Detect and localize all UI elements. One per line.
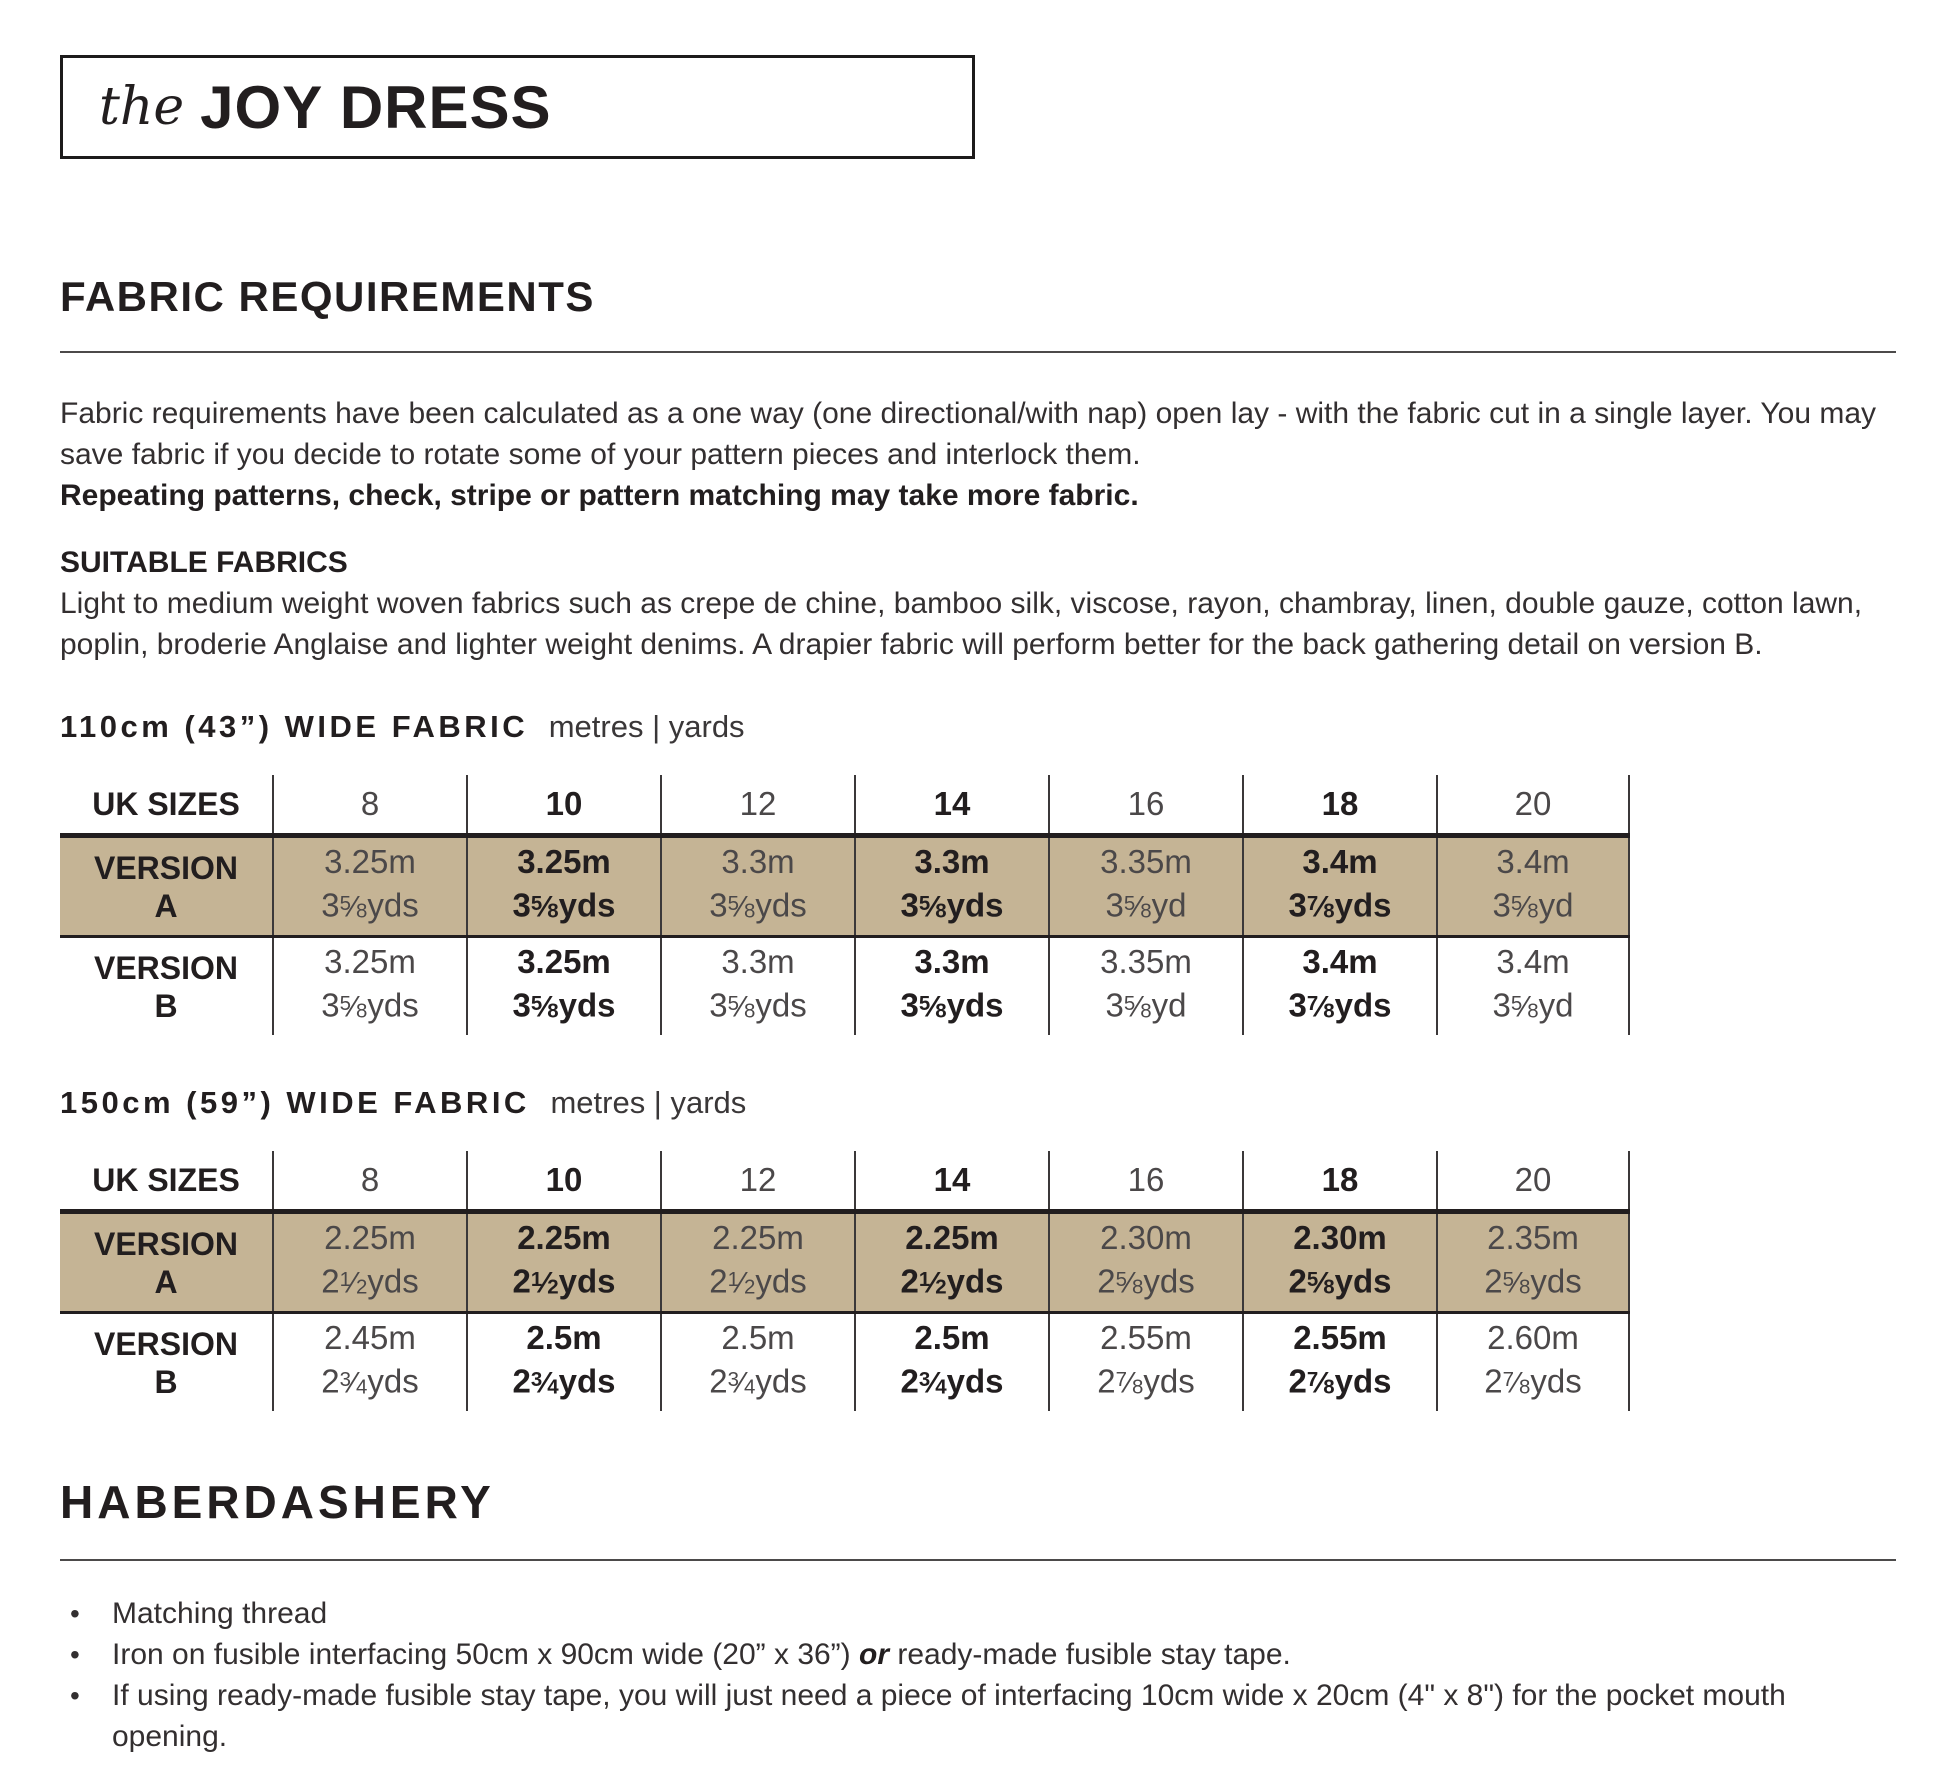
fabric-requirement-cell xyxy=(1436,938,1630,1035)
yards-value: $2^1⁄_2yds$ xyxy=(709,1262,807,1300)
yards-value: $3^5⁄_8yd$ xyxy=(1492,986,1574,1024)
size-column-header: 14 xyxy=(854,1151,1048,1209)
suitable-fabrics-heading: SUITABLE FABRICS xyxy=(60,546,348,579)
version-label-line1: VERSION xyxy=(93,949,239,986)
yards-value: $2^3⁄_4yds$ xyxy=(900,1362,1004,1400)
fraction-numerator: 3 xyxy=(918,1367,931,1391)
table-title-150cm: 150cm (59”) WIDE FABRIC xyxy=(60,1085,530,1120)
fraction-denominator: 8 xyxy=(1140,999,1152,1023)
yards-value: $3^5⁄_8yds$ xyxy=(900,886,1004,924)
metres-value: 3.3m xyxy=(914,942,990,980)
fraction-denominator: 4 xyxy=(935,1375,947,1399)
intro-bold-text: Repeating patterns, check, stripe or pattern matching may take more fabric. xyxy=(60,479,1139,512)
metres-value: 2.25m xyxy=(905,1218,999,1256)
fabric-requirement-cell xyxy=(1048,1314,1242,1411)
size-column-header: 8 xyxy=(272,775,466,833)
fabric-requirement-cell xyxy=(854,938,1048,1035)
fraction-slash: ⁄ xyxy=(351,1366,356,1400)
size-column-header: 10 xyxy=(466,775,660,833)
fraction-numerator: 7 xyxy=(1306,891,1319,915)
fraction-denominator: 4 xyxy=(743,1375,756,1399)
version-label xyxy=(60,838,272,935)
fraction-slash: ⁄ xyxy=(930,1366,936,1400)
fraction-denominator: 8 xyxy=(547,999,559,1023)
fraction-slash: ⁄ xyxy=(351,1266,356,1300)
fraction-slash: ⁄ xyxy=(1318,1266,1324,1300)
fabric-requirement-cell xyxy=(466,1314,660,1411)
fraction-numerator: 5 xyxy=(1502,1267,1515,1291)
fabric-requirement-cell xyxy=(1242,1214,1436,1311)
suitable-fabrics-paragraph xyxy=(60,542,1896,665)
metres-value: 2.5m xyxy=(526,1318,602,1356)
fraction-slash: ⁄ xyxy=(542,1366,548,1400)
fabric-requirement-cell xyxy=(466,838,660,935)
fraction-numerator: 5 xyxy=(1510,991,1523,1015)
fabric-requirement-cell xyxy=(272,838,466,935)
metres-value: 3.25m xyxy=(517,842,611,880)
fraction-denominator: 8 xyxy=(355,899,368,923)
fabric-requirement-cell xyxy=(1242,838,1436,935)
item-text-pre: Iron on fusible interfacing 50cm x 90cm wide (20” x 36”) xyxy=(112,1638,859,1671)
metres-value: 2.55m xyxy=(1100,1318,1192,1356)
size-column-header: 18 xyxy=(1242,775,1436,833)
haberdashery-item-text: If using ready-made fusible stay tape, you will just need a piece of interfacing 10cm wide x 20cm (4" x 8") for the pocket mouth opening. xyxy=(112,1679,1786,1753)
fraction-slash: ⁄ xyxy=(1522,890,1528,924)
uk-sizes-label: UK SIZES xyxy=(92,1162,240,1198)
section-divider xyxy=(60,351,1896,353)
fraction-slash: ⁄ xyxy=(739,890,744,924)
size-column-header: 12 xyxy=(660,1151,854,1209)
metres-value: 2.45m xyxy=(324,1318,416,1356)
fabric-requirement-cell xyxy=(854,1314,1048,1411)
fraction-denominator: 8 xyxy=(1323,999,1335,1023)
pattern-title-box xyxy=(60,55,975,159)
yards-value: $2^5⁄_8yds$ xyxy=(1288,1262,1392,1300)
item-text-bold: or xyxy=(859,1638,889,1671)
fabric-requirement-cell xyxy=(660,1214,854,1311)
fabric-requirements-heading: FABRIC REQUIREMENTS xyxy=(60,273,595,320)
fraction-slash: ⁄ xyxy=(739,1266,744,1300)
fraction-slash: ⁄ xyxy=(930,1266,936,1300)
fabric-requirement-cell xyxy=(466,938,660,1035)
yards-value: $3^5⁄_8yds$ xyxy=(709,886,807,924)
version-row xyxy=(60,838,1630,938)
yards-value: $2^5⁄_8yds$ xyxy=(1097,1262,1195,1300)
intro-paragraph xyxy=(60,393,1896,516)
metres-value: 2.25m xyxy=(712,1218,804,1256)
fabric-requirement-cell xyxy=(1242,938,1436,1035)
fraction-denominator: 8 xyxy=(743,899,756,923)
metres-value: 3.4m xyxy=(1496,942,1570,980)
size-column-header: 14 xyxy=(854,775,1048,833)
metres-value: 3.3m xyxy=(914,842,990,880)
fraction-numerator: 5 xyxy=(1510,891,1523,915)
fabric-requirement-cell xyxy=(1436,1214,1630,1311)
fraction-slash: ⁄ xyxy=(542,890,548,924)
size-header-row xyxy=(60,1151,1630,1214)
fraction-numerator: 7 xyxy=(1502,1367,1515,1391)
fraction-denominator: 2 xyxy=(355,1275,368,1299)
fabric-requirement-cell xyxy=(1436,838,1630,935)
size-column-header: 12 xyxy=(660,775,854,833)
fraction-numerator: 3 xyxy=(530,1367,543,1391)
fabric-requirement-cell xyxy=(660,1314,854,1411)
version-row xyxy=(60,938,1630,1035)
fraction-numerator: 3 xyxy=(727,1367,740,1391)
haberdashery-item xyxy=(60,1593,1896,1634)
fraction-numerator: 5 xyxy=(727,891,740,915)
fraction-slash: ⁄ xyxy=(542,990,548,1024)
fraction-slash: ⁄ xyxy=(1318,890,1324,924)
fraction-denominator: 8 xyxy=(1518,1275,1531,1299)
fraction-denominator: 8 xyxy=(1131,1375,1144,1399)
fraction-denominator: 8 xyxy=(1131,1275,1144,1299)
size-column-header: 16 xyxy=(1048,775,1242,833)
fraction-numerator: 1 xyxy=(918,1267,931,1291)
version-label xyxy=(60,1314,272,1411)
fraction-numerator: 5 xyxy=(1123,991,1136,1015)
fabric-table-110cm xyxy=(60,775,1630,1035)
pattern-title-prefix: the xyxy=(99,77,185,137)
fraction-denominator: 8 xyxy=(1140,899,1152,923)
fraction-numerator: 5 xyxy=(530,991,543,1015)
haberdashery-item-text xyxy=(112,1634,1812,1675)
fraction-numerator: 5 xyxy=(1306,1267,1319,1291)
fraction-denominator: 8 xyxy=(935,999,947,1023)
fabric-requirement-cell xyxy=(1242,1314,1436,1411)
fraction-numerator: 1 xyxy=(530,1267,543,1291)
fraction-numerator: 7 xyxy=(1115,1367,1128,1391)
size-column-header: 20 xyxy=(1436,775,1630,833)
size-column-header: 8 xyxy=(272,1151,466,1209)
fraction-slash: ⁄ xyxy=(1514,1366,1519,1400)
fabric-table-150cm xyxy=(60,1151,1630,1411)
fraction-denominator: 2 xyxy=(547,1275,559,1299)
haberdashery-heading: HABERDASHERY xyxy=(60,1476,495,1528)
fraction-denominator: 8 xyxy=(935,899,947,923)
haberdashery-item xyxy=(60,1634,1896,1675)
version-label-line2: A xyxy=(154,1263,178,1300)
fraction-numerator: 5 xyxy=(918,891,931,915)
fraction-slash: ⁄ xyxy=(1522,990,1528,1024)
yards-value: $3^5⁄_8yds$ xyxy=(321,986,419,1024)
fabric-requirement-cell xyxy=(660,838,854,935)
fraction-slash: ⁄ xyxy=(1135,890,1141,924)
yards-value: $2^7⁄_8yds$ xyxy=(1288,1362,1392,1400)
fraction-slash: ⁄ xyxy=(930,990,936,1024)
yards-value: $2^7⁄_8yds$ xyxy=(1097,1362,1195,1400)
version-label-line2: B xyxy=(154,1363,178,1400)
table-heading-110cm xyxy=(60,709,1896,745)
fraction-slash: ⁄ xyxy=(1318,990,1324,1024)
version-label-line1: VERSION xyxy=(93,1225,239,1262)
yards-value: $2^5⁄_8yds$ xyxy=(1484,1262,1582,1300)
metres-value: 3.35m xyxy=(1100,942,1192,980)
fraction-denominator: 4 xyxy=(355,1375,368,1399)
yards-value: $3^5⁄_8yds$ xyxy=(512,986,616,1024)
metres-value: 3.3m xyxy=(721,842,795,880)
fraction-slash: ⁄ xyxy=(739,990,744,1024)
fabric-requirement-cell xyxy=(854,838,1048,935)
size-header-row xyxy=(60,775,1630,838)
metres-value: 3.25m xyxy=(324,842,416,880)
version-row xyxy=(60,1314,1630,1411)
fabric-requirement-cell xyxy=(1048,838,1242,935)
pattern-title-main: JOY DRESS xyxy=(200,73,552,141)
fraction-slash: ⁄ xyxy=(351,990,356,1024)
fraction-numerator: 1 xyxy=(727,1267,740,1291)
fraction-denominator: 8 xyxy=(1527,999,1539,1023)
fraction-denominator: 8 xyxy=(547,899,559,923)
fraction-slash: ⁄ xyxy=(1514,1266,1519,1300)
fraction-denominator: 8 xyxy=(355,999,368,1023)
fraction-numerator: 5 xyxy=(1115,1267,1128,1291)
version-row xyxy=(60,1214,1630,1314)
fraction-slash: ⁄ xyxy=(1127,1266,1132,1300)
metres-value: 3.3m xyxy=(721,942,795,980)
yards-value: $3^7⁄_8yds$ xyxy=(1288,886,1392,924)
fraction-numerator: 5 xyxy=(727,991,740,1015)
suitable-fabrics-text: Light to medium weight woven fabrics such as crepe de chine, bamboo silk, viscose, rayon, chambray, linen, double gauze, cotton lawn, poplin, broderie Anglaise and lighter weight denims. A drapier fabric will perform better for the back gathering detail on version B. xyxy=(60,587,1863,661)
yards-value: $3^5⁄_8yd$ xyxy=(1105,986,1187,1024)
fabric-requirement-cell xyxy=(854,1214,1048,1311)
metres-value: 3.35m xyxy=(1100,842,1192,880)
table-title-110cm: 110cm (43”) WIDE FABRIC xyxy=(60,709,529,744)
fraction-numerator: 5 xyxy=(530,891,543,915)
yards-value: $3^5⁄_8yds$ xyxy=(900,986,1004,1024)
section-divider xyxy=(60,1559,1896,1561)
bullet-marker: • xyxy=(70,1598,80,1629)
fraction-slash: ⁄ xyxy=(542,1266,548,1300)
intro-text: Fabric requirements have been calculated as a one way (one directional/with nap) open lay - with the fabric cut in a single layer. You may save fabric if you decide to rotate some of your pattern pieces and interlock them. xyxy=(60,397,1877,471)
fraction-denominator: 8 xyxy=(1527,899,1539,923)
haberdashery-item-text: Matching thread xyxy=(112,1597,328,1630)
fraction-numerator: 3 xyxy=(339,1367,352,1391)
size-column-header: 18 xyxy=(1242,1151,1436,1209)
version-label-line2: B xyxy=(154,987,178,1024)
fraction-denominator: 2 xyxy=(743,1275,756,1299)
fabric-requirement-cell xyxy=(660,938,854,1035)
yards-value: $3^5⁄_8yds$ xyxy=(709,986,807,1024)
yards-value: $3^5⁄_8yds$ xyxy=(321,886,419,924)
version-label-line1: VERSION xyxy=(93,1325,239,1362)
yards-value: $2^3⁄_4yds$ xyxy=(321,1362,419,1400)
fraction-denominator: 4 xyxy=(547,1375,559,1399)
fraction-numerator: 1 xyxy=(339,1267,352,1291)
yards-value: $3^5⁄_8yd$ xyxy=(1492,886,1574,924)
item-text-post: ready-made fusible stay tape. xyxy=(889,1638,1291,1671)
metres-value: 3.4m xyxy=(1302,842,1378,880)
fraction-denominator: 8 xyxy=(1323,899,1335,923)
yards-value: $3^7⁄_8yds$ xyxy=(1288,986,1392,1024)
metres-value: 3.4m xyxy=(1496,842,1570,880)
table-units-150cm: metres | yards xyxy=(550,1085,747,1120)
yards-value: $3^5⁄_8yd$ xyxy=(1105,886,1187,924)
fraction-slash: ⁄ xyxy=(1318,1366,1324,1400)
fabric-requirement-cell xyxy=(272,1214,466,1311)
fraction-denominator: 8 xyxy=(743,999,756,1023)
yards-value: $2^1⁄_2yds$ xyxy=(900,1262,1004,1300)
fraction-numerator: 5 xyxy=(339,891,352,915)
fabric-requirement-cell xyxy=(1436,1314,1630,1411)
metres-value: 2.35m xyxy=(1487,1218,1579,1256)
yards-value: $2^1⁄_2yds$ xyxy=(321,1262,419,1300)
uk-sizes-label: UK SIZES xyxy=(92,786,240,822)
version-label xyxy=(60,1214,272,1311)
fraction-numerator: 7 xyxy=(1306,991,1319,1015)
bullet-marker: • xyxy=(70,1639,80,1670)
version-label xyxy=(60,938,272,1035)
yards-value: $2^3⁄_4yds$ xyxy=(709,1362,807,1400)
metres-value: 3.25m xyxy=(324,942,416,980)
fraction-slash: ⁄ xyxy=(351,890,356,924)
metres-value: 2.5m xyxy=(914,1318,990,1356)
fraction-slash: ⁄ xyxy=(1127,1366,1132,1400)
fraction-numerator: 5 xyxy=(918,991,931,1015)
fabric-requirement-cell xyxy=(272,1314,466,1411)
fraction-denominator: 8 xyxy=(1323,1275,1335,1299)
fabric-requirement-cell xyxy=(466,1214,660,1311)
fabric-requirement-cell xyxy=(272,938,466,1035)
size-column-header: 20 xyxy=(1436,1151,1630,1209)
yards-value: $2^1⁄_2yds$ xyxy=(512,1262,616,1300)
fraction-denominator: 8 xyxy=(1323,1375,1335,1399)
fraction-denominator: 2 xyxy=(935,1275,947,1299)
metres-value: 2.25m xyxy=(324,1218,416,1256)
fraction-slash: ⁄ xyxy=(930,890,936,924)
fraction-denominator: 8 xyxy=(1518,1375,1531,1399)
bullet-marker: • xyxy=(70,1680,80,1711)
size-column-header: 16 xyxy=(1048,1151,1242,1209)
metres-value: 3.4m xyxy=(1302,942,1378,980)
fraction-numerator: 7 xyxy=(1306,1367,1319,1391)
metres-value: 2.30m xyxy=(1100,1218,1192,1256)
size-column-header: 10 xyxy=(466,1151,660,1209)
fraction-slash: ⁄ xyxy=(1135,990,1141,1024)
metres-value: 2.5m xyxy=(721,1318,795,1356)
metres-value: 2.25m xyxy=(517,1218,611,1256)
fraction-numerator: 5 xyxy=(339,991,352,1015)
version-label-line2: A xyxy=(154,887,178,924)
metres-value: 2.30m xyxy=(1293,1218,1387,1256)
yards-value: $3^5⁄_8yds$ xyxy=(512,886,616,924)
fraction-numerator: 5 xyxy=(1123,891,1136,915)
haberdashery-list xyxy=(60,1593,1896,1757)
metres-value: 2.60m xyxy=(1487,1318,1579,1356)
table-units-110cm: metres | yards xyxy=(548,709,745,744)
fraction-slash: ⁄ xyxy=(739,1366,744,1400)
fabric-requirement-cell xyxy=(1048,938,1242,1035)
table-heading-150cm xyxy=(60,1085,1896,1121)
haberdashery-item xyxy=(60,1675,1896,1757)
metres-value: 3.25m xyxy=(517,942,611,980)
version-label-line1: VERSION xyxy=(93,849,239,886)
metres-value: 2.55m xyxy=(1293,1318,1387,1356)
yards-value: $2^7⁄_8yds$ xyxy=(1484,1362,1582,1400)
fabric-requirement-cell xyxy=(1048,1214,1242,1311)
yards-value: $2^3⁄_4yds$ xyxy=(512,1362,616,1400)
